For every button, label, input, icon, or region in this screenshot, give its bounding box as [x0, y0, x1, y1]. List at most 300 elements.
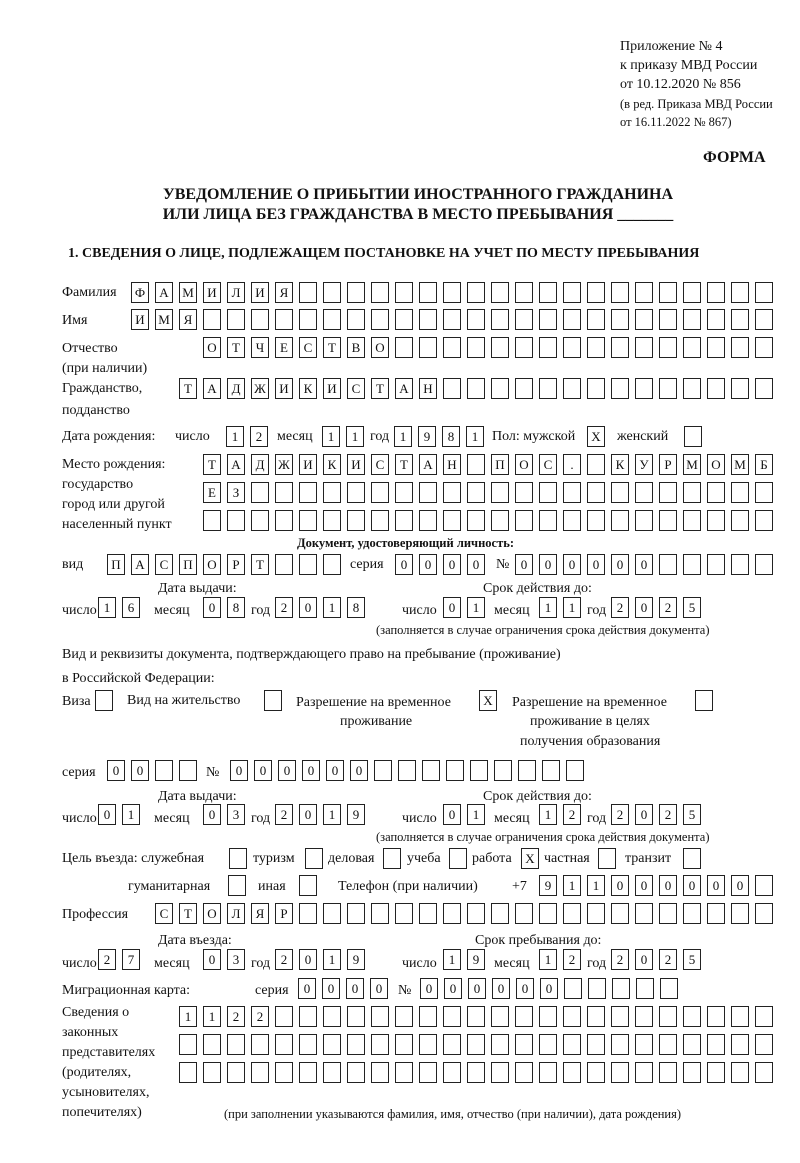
char-cell[interactable] — [251, 510, 269, 531]
char-cell[interactable]: 5 — [683, 804, 701, 825]
char-cell[interactable]: 0 — [468, 978, 486, 999]
char-cell[interactable]: 0 — [707, 875, 725, 896]
char-cell[interactable] — [299, 875, 317, 896]
char-cell[interactable] — [179, 760, 197, 781]
char-cell[interactable] — [515, 1034, 533, 1055]
char-cell[interactable]: Т — [251, 554, 269, 575]
char-cell[interactable] — [305, 848, 323, 869]
char-cell[interactable]: 3 — [227, 804, 245, 825]
char-cell[interactable] — [598, 848, 616, 869]
char-cell[interactable]: С — [155, 554, 173, 575]
char-cell[interactable]: О — [203, 337, 221, 358]
char-cell[interactable] — [491, 337, 509, 358]
char-cell[interactable]: 2 — [251, 1006, 269, 1027]
char-cell[interactable] — [515, 282, 533, 303]
char-cell[interactable] — [611, 309, 629, 330]
char-cell[interactable]: 1 — [539, 949, 557, 970]
char-cell[interactable] — [659, 482, 677, 503]
char-cell[interactable] — [539, 337, 557, 358]
char-cell[interactable]: 2 — [250, 426, 268, 447]
char-cell[interactable] — [563, 309, 581, 330]
char-cell[interactable]: 0 — [611, 554, 629, 575]
char-cell[interactable] — [347, 903, 365, 924]
char-cell[interactable] — [275, 1034, 293, 1055]
char-cell[interactable] — [612, 978, 630, 999]
char-cell[interactable] — [203, 309, 221, 330]
char-cell[interactable] — [683, 554, 701, 575]
char-cell[interactable] — [563, 337, 581, 358]
char-cell[interactable] — [587, 309, 605, 330]
char-cell[interactable]: 2 — [659, 597, 677, 618]
char-cell[interactable] — [588, 978, 606, 999]
char-cell[interactable] — [251, 1062, 269, 1083]
char-cell[interactable] — [419, 1006, 437, 1027]
char-cell[interactable]: 1 — [563, 597, 581, 618]
char-cell[interactable]: 0 — [203, 804, 221, 825]
char-cell[interactable] — [323, 1006, 341, 1027]
char-cell[interactable] — [395, 510, 413, 531]
char-cell[interactable] — [611, 1034, 629, 1055]
char-cell[interactable] — [251, 1034, 269, 1055]
char-cell[interactable] — [371, 510, 389, 531]
char-cell[interactable] — [539, 378, 557, 399]
char-cell[interactable]: 1 — [122, 804, 140, 825]
char-cell[interactable]: У — [635, 454, 653, 475]
char-cell[interactable]: 0 — [302, 760, 320, 781]
char-cell[interactable] — [518, 760, 536, 781]
char-cell[interactable] — [491, 309, 509, 330]
char-cell[interactable] — [446, 760, 464, 781]
char-cell[interactable]: Ж — [251, 378, 269, 399]
char-cell[interactable] — [323, 309, 341, 330]
char-cell[interactable]: Н — [443, 454, 461, 475]
char-cell[interactable] — [755, 1062, 773, 1083]
char-cell[interactable]: 0 — [299, 597, 317, 618]
char-cell[interactable] — [347, 1006, 365, 1027]
char-cell[interactable]: И — [347, 454, 365, 475]
char-cell[interactable] — [443, 309, 461, 330]
char-cell[interactable] — [755, 510, 773, 531]
char-cell[interactable]: 0 — [516, 978, 534, 999]
char-cell[interactable]: . — [563, 454, 581, 475]
char-cell[interactable]: 0 — [683, 875, 701, 896]
char-cell[interactable] — [419, 903, 437, 924]
char-cell[interactable] — [659, 337, 677, 358]
char-cell[interactable]: Т — [395, 454, 413, 475]
char-cell[interactable] — [731, 510, 749, 531]
char-cell[interactable] — [707, 309, 725, 330]
char-cell[interactable] — [755, 378, 773, 399]
char-cell[interactable]: 0 — [635, 949, 653, 970]
char-cell[interactable] — [659, 1062, 677, 1083]
char-cell[interactable] — [755, 482, 773, 503]
char-cell[interactable]: Т — [371, 378, 389, 399]
char-cell[interactable] — [491, 1034, 509, 1055]
char-cell[interactable] — [539, 1006, 557, 1027]
char-cell[interactable] — [443, 482, 461, 503]
char-cell[interactable] — [467, 454, 485, 475]
char-cell[interactable] — [299, 309, 317, 330]
char-cell[interactable] — [395, 337, 413, 358]
char-cell[interactable] — [419, 510, 437, 531]
char-cell[interactable] — [323, 903, 341, 924]
char-cell[interactable] — [347, 482, 365, 503]
char-cell[interactable]: С — [299, 337, 317, 358]
char-cell[interactable] — [323, 1062, 341, 1083]
char-cell[interactable]: 0 — [635, 597, 653, 618]
char-cell[interactable]: Д — [227, 378, 245, 399]
char-cell[interactable]: В — [347, 337, 365, 358]
char-cell[interactable]: 1 — [322, 426, 340, 447]
char-cell[interactable] — [659, 378, 677, 399]
char-cell[interactable] — [467, 1034, 485, 1055]
char-cell[interactable]: К — [611, 454, 629, 475]
char-cell[interactable] — [635, 378, 653, 399]
char-cell[interactable]: 1 — [346, 426, 364, 447]
char-cell[interactable]: Л — [227, 282, 245, 303]
char-cell[interactable] — [371, 482, 389, 503]
char-cell[interactable] — [371, 309, 389, 330]
char-cell[interactable] — [323, 554, 341, 575]
char-cell[interactable] — [299, 903, 317, 924]
char-cell[interactable] — [179, 1034, 197, 1055]
char-cell[interactable] — [755, 875, 773, 896]
char-cell[interactable] — [470, 760, 488, 781]
char-cell[interactable]: 3 — [227, 949, 245, 970]
char-cell[interactable] — [707, 282, 725, 303]
char-cell[interactable] — [299, 554, 317, 575]
char-cell[interactable] — [683, 282, 701, 303]
char-cell[interactable]: 0 — [444, 978, 462, 999]
char-cell[interactable]: 2 — [275, 597, 293, 618]
char-cell[interactable] — [539, 1034, 557, 1055]
char-cell[interactable] — [227, 1062, 245, 1083]
char-cell[interactable]: 1 — [394, 426, 412, 447]
char-cell[interactable]: X — [521, 848, 539, 869]
char-cell[interactable]: Р — [659, 454, 677, 475]
char-cell[interactable] — [251, 482, 269, 503]
char-cell[interactable]: А — [395, 378, 413, 399]
char-cell[interactable] — [264, 690, 282, 711]
char-cell[interactable] — [611, 510, 629, 531]
char-cell[interactable] — [635, 1062, 653, 1083]
char-cell[interactable] — [491, 482, 509, 503]
char-cell[interactable]: 0 — [230, 760, 248, 781]
char-cell[interactable] — [683, 378, 701, 399]
char-cell[interactable] — [587, 903, 605, 924]
char-cell[interactable] — [467, 1006, 485, 1027]
char-cell[interactable]: 0 — [370, 978, 388, 999]
char-cell[interactable] — [587, 454, 605, 475]
char-cell[interactable] — [636, 978, 654, 999]
char-cell[interactable] — [275, 482, 293, 503]
char-cell[interactable] — [683, 482, 701, 503]
char-cell[interactable] — [467, 903, 485, 924]
char-cell[interactable]: 0 — [203, 597, 221, 618]
char-cell[interactable] — [731, 482, 749, 503]
char-cell[interactable] — [371, 1034, 389, 1055]
char-cell[interactable]: 0 — [395, 554, 413, 575]
char-cell[interactable]: 2 — [227, 1006, 245, 1027]
char-cell[interactable]: 2 — [611, 949, 629, 970]
char-cell[interactable]: А — [419, 454, 437, 475]
char-cell[interactable] — [491, 510, 509, 531]
char-cell[interactable]: С — [371, 454, 389, 475]
char-cell[interactable]: 8 — [227, 597, 245, 618]
char-cell[interactable]: И — [323, 378, 341, 399]
char-cell[interactable]: З — [227, 482, 245, 503]
char-cell[interactable] — [467, 482, 485, 503]
char-cell[interactable]: 8 — [442, 426, 460, 447]
char-cell[interactable] — [347, 510, 365, 531]
char-cell[interactable]: 9 — [539, 875, 557, 896]
char-cell[interactable] — [299, 510, 317, 531]
char-cell[interactable]: А — [131, 554, 149, 575]
char-cell[interactable] — [229, 848, 247, 869]
char-cell[interactable]: М — [155, 309, 173, 330]
char-cell[interactable] — [683, 848, 701, 869]
char-cell[interactable] — [449, 848, 467, 869]
char-cell[interactable] — [179, 1062, 197, 1083]
char-cell[interactable] — [563, 378, 581, 399]
char-cell[interactable] — [635, 482, 653, 503]
char-cell[interactable]: 5 — [683, 597, 701, 618]
char-cell[interactable]: А — [155, 282, 173, 303]
char-cell[interactable]: И — [251, 282, 269, 303]
char-cell[interactable] — [731, 554, 749, 575]
char-cell[interactable]: П — [179, 554, 197, 575]
char-cell[interactable]: 0 — [515, 554, 533, 575]
char-cell[interactable]: X — [479, 690, 497, 711]
char-cell[interactable]: 0 — [611, 875, 629, 896]
char-cell[interactable] — [611, 1062, 629, 1083]
char-cell[interactable] — [398, 760, 416, 781]
char-cell[interactable]: 0 — [635, 875, 653, 896]
char-cell[interactable]: 2 — [563, 949, 581, 970]
char-cell[interactable]: Р — [227, 554, 245, 575]
char-cell[interactable]: Я — [251, 903, 269, 924]
char-cell[interactable]: Т — [179, 378, 197, 399]
char-cell[interactable] — [155, 760, 173, 781]
char-cell[interactable] — [731, 903, 749, 924]
char-cell[interactable] — [371, 1006, 389, 1027]
char-cell[interactable]: Ч — [251, 337, 269, 358]
char-cell[interactable] — [227, 1034, 245, 1055]
char-cell[interactable] — [611, 1006, 629, 1027]
char-cell[interactable]: 8 — [347, 597, 365, 618]
char-cell[interactable] — [587, 482, 605, 503]
char-cell[interactable] — [374, 760, 392, 781]
char-cell[interactable] — [707, 903, 725, 924]
char-cell[interactable] — [491, 282, 509, 303]
char-cell[interactable] — [515, 337, 533, 358]
char-cell[interactable] — [683, 903, 701, 924]
char-cell[interactable] — [299, 482, 317, 503]
char-cell[interactable] — [563, 1006, 581, 1027]
char-cell[interactable]: 1 — [323, 597, 341, 618]
char-cell[interactable]: С — [347, 378, 365, 399]
char-cell[interactable] — [542, 760, 560, 781]
char-cell[interactable]: Т — [227, 337, 245, 358]
char-cell[interactable] — [635, 903, 653, 924]
char-cell[interactable] — [419, 482, 437, 503]
char-cell[interactable]: С — [155, 903, 173, 924]
char-cell[interactable]: 2 — [659, 949, 677, 970]
char-cell[interactable] — [419, 1062, 437, 1083]
char-cell[interactable] — [707, 1006, 725, 1027]
char-cell[interactable] — [419, 337, 437, 358]
char-cell[interactable] — [611, 282, 629, 303]
char-cell[interactable]: К — [323, 454, 341, 475]
char-cell[interactable] — [755, 554, 773, 575]
char-cell[interactable] — [707, 1034, 725, 1055]
char-cell[interactable]: 1 — [466, 426, 484, 447]
char-cell[interactable] — [491, 1062, 509, 1083]
char-cell[interactable]: Е — [275, 337, 293, 358]
char-cell[interactable]: 0 — [131, 760, 149, 781]
char-cell[interactable]: 0 — [420, 978, 438, 999]
char-cell[interactable]: 0 — [492, 978, 510, 999]
char-cell[interactable]: 2 — [275, 949, 293, 970]
char-cell[interactable]: 0 — [299, 949, 317, 970]
char-cell[interactable] — [371, 1062, 389, 1083]
char-cell[interactable] — [707, 554, 725, 575]
char-cell[interactable] — [467, 309, 485, 330]
char-cell[interactable] — [707, 1062, 725, 1083]
char-cell[interactable] — [422, 760, 440, 781]
char-cell[interactable]: 1 — [98, 597, 116, 618]
char-cell[interactable] — [611, 378, 629, 399]
char-cell[interactable] — [755, 337, 773, 358]
char-cell[interactable] — [566, 760, 584, 781]
char-cell[interactable]: П — [107, 554, 125, 575]
char-cell[interactable] — [755, 1006, 773, 1027]
char-cell[interactable]: Н — [419, 378, 437, 399]
char-cell[interactable]: И — [275, 378, 293, 399]
char-cell[interactable] — [395, 1006, 413, 1027]
char-cell[interactable]: 0 — [299, 804, 317, 825]
char-cell[interactable]: Д — [251, 454, 269, 475]
char-cell[interactable] — [731, 337, 749, 358]
char-cell[interactable] — [684, 426, 702, 447]
char-cell[interactable] — [731, 1006, 749, 1027]
char-cell[interactable]: 2 — [659, 804, 677, 825]
char-cell[interactable]: Ф — [131, 282, 149, 303]
char-cell[interactable] — [443, 1062, 461, 1083]
char-cell[interactable]: 1 — [203, 1006, 221, 1027]
char-cell[interactable] — [491, 378, 509, 399]
char-cell[interactable] — [275, 309, 293, 330]
char-cell[interactable] — [611, 903, 629, 924]
char-cell[interactable] — [659, 309, 677, 330]
char-cell[interactable] — [539, 309, 557, 330]
char-cell[interactable] — [563, 1062, 581, 1083]
char-cell[interactable] — [491, 903, 509, 924]
char-cell[interactable] — [347, 1062, 365, 1083]
char-cell[interactable]: 0 — [98, 804, 116, 825]
char-cell[interactable] — [383, 848, 401, 869]
char-cell[interactable]: 6 — [122, 597, 140, 618]
char-cell[interactable]: И — [131, 309, 149, 330]
char-cell[interactable] — [227, 510, 245, 531]
char-cell[interactable] — [227, 309, 245, 330]
char-cell[interactable] — [635, 1006, 653, 1027]
char-cell[interactable] — [515, 903, 533, 924]
char-cell[interactable] — [755, 1034, 773, 1055]
char-cell[interactable] — [635, 282, 653, 303]
char-cell[interactable] — [635, 337, 653, 358]
char-cell[interactable] — [659, 903, 677, 924]
char-cell[interactable]: 0 — [467, 554, 485, 575]
char-cell[interactable] — [539, 282, 557, 303]
char-cell[interactable] — [395, 482, 413, 503]
char-cell[interactable]: О — [203, 903, 221, 924]
char-cell[interactable] — [371, 282, 389, 303]
char-cell[interactable] — [587, 510, 605, 531]
char-cell[interactable] — [419, 1034, 437, 1055]
char-cell[interactable] — [587, 282, 605, 303]
char-cell[interactable] — [443, 903, 461, 924]
char-cell[interactable] — [587, 378, 605, 399]
char-cell[interactable]: 0 — [443, 597, 461, 618]
char-cell[interactable] — [443, 510, 461, 531]
char-cell[interactable] — [203, 1062, 221, 1083]
char-cell[interactable]: 1 — [443, 949, 461, 970]
char-cell[interactable] — [275, 510, 293, 531]
char-cell[interactable]: 1 — [539, 804, 557, 825]
char-cell[interactable] — [731, 1062, 749, 1083]
char-cell[interactable] — [515, 1006, 533, 1027]
char-cell[interactable] — [695, 690, 713, 711]
char-cell[interactable] — [443, 378, 461, 399]
char-cell[interactable]: 0 — [540, 978, 558, 999]
char-cell[interactable]: 2 — [275, 804, 293, 825]
char-cell[interactable] — [467, 337, 485, 358]
char-cell[interactable] — [395, 309, 413, 330]
char-cell[interactable] — [395, 1062, 413, 1083]
char-cell[interactable] — [323, 282, 341, 303]
char-cell[interactable]: 2 — [98, 949, 116, 970]
char-cell[interactable]: 0 — [563, 554, 581, 575]
char-cell[interactable]: М — [731, 454, 749, 475]
char-cell[interactable] — [395, 282, 413, 303]
char-cell[interactable] — [587, 1006, 605, 1027]
char-cell[interactable] — [635, 1034, 653, 1055]
char-cell[interactable]: 0 — [587, 554, 605, 575]
char-cell[interactable]: X — [587, 426, 605, 447]
char-cell[interactable] — [203, 1034, 221, 1055]
char-cell[interactable]: Ж — [275, 454, 293, 475]
char-cell[interactable]: М — [683, 454, 701, 475]
char-cell[interactable] — [539, 903, 557, 924]
char-cell[interactable]: К — [299, 378, 317, 399]
char-cell[interactable] — [587, 337, 605, 358]
char-cell[interactable]: 1 — [539, 597, 557, 618]
char-cell[interactable]: 0 — [203, 949, 221, 970]
char-cell[interactable] — [323, 1034, 341, 1055]
char-cell[interactable]: М — [179, 282, 197, 303]
char-cell[interactable] — [347, 1034, 365, 1055]
char-cell[interactable] — [659, 1006, 677, 1027]
char-cell[interactable] — [731, 282, 749, 303]
char-cell[interactable]: Е — [203, 482, 221, 503]
char-cell[interactable]: 0 — [298, 978, 316, 999]
char-cell[interactable] — [515, 309, 533, 330]
char-cell[interactable]: 0 — [254, 760, 272, 781]
char-cell[interactable] — [419, 282, 437, 303]
char-cell[interactable] — [467, 282, 485, 303]
char-cell[interactable]: 9 — [418, 426, 436, 447]
